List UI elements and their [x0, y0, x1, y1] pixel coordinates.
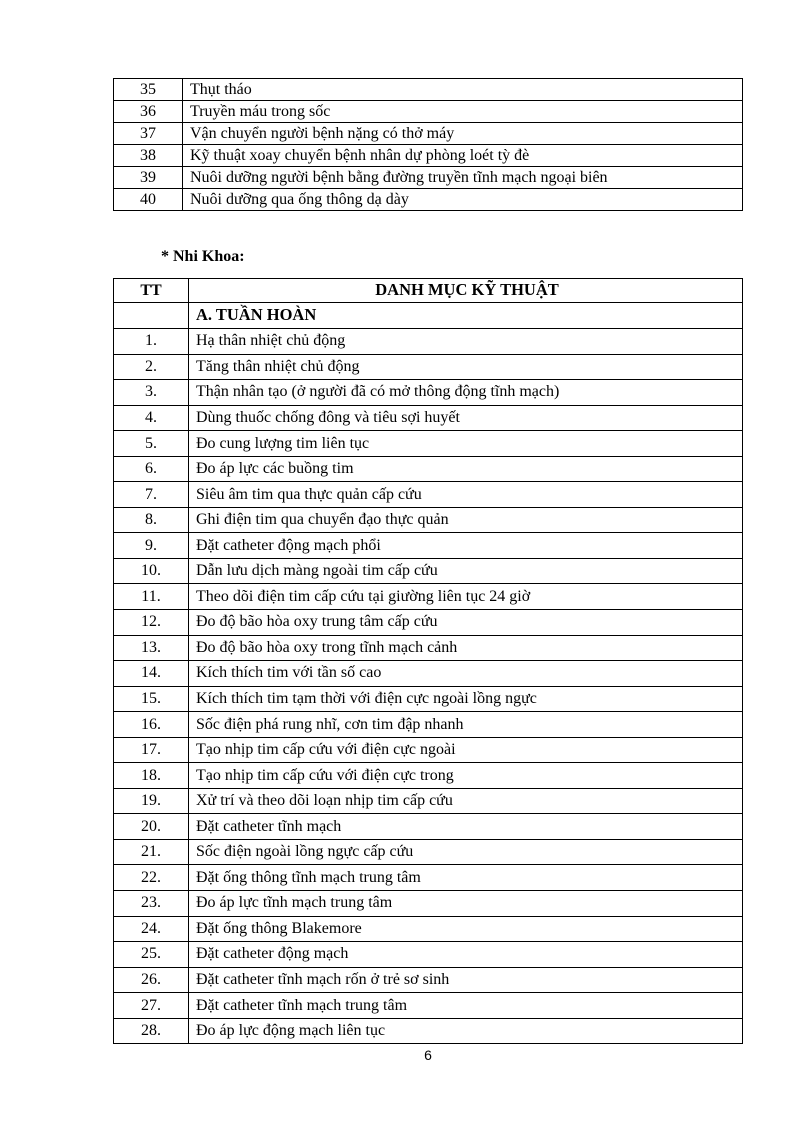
row-number: 16. — [114, 712, 189, 738]
row-procedure-name: Đặt catheter tĩnh mạch — [189, 814, 743, 840]
table-row — [114, 788, 743, 814]
row-procedure-name: Đo độ bão hòa oxy trong tĩnh mạch cảnh — [189, 635, 743, 661]
section-heading-nhi-khoa: * Nhi Khoa: — [161, 248, 245, 265]
row-procedure-name: Sốc điện phá rung nhĩ, cơn tim đập nhanh — [189, 712, 743, 738]
row-number: 7. — [114, 482, 189, 508]
table-row — [114, 891, 743, 917]
row-procedure-name: Tăng thân nhiệt chủ động — [189, 354, 743, 380]
table-row — [114, 101, 743, 123]
table-row — [114, 865, 743, 891]
table-row — [114, 610, 743, 636]
table-row — [114, 189, 743, 211]
row-number: 13. — [114, 635, 189, 661]
table-section-row — [114, 303, 743, 329]
table-row — [114, 354, 743, 380]
table-row — [114, 737, 743, 763]
row-number: 5. — [114, 431, 189, 457]
page-number: 6 — [424, 1047, 432, 1063]
row-procedure-name: Đo áp lực các buồng tim — [189, 456, 743, 482]
row-number: 39 — [114, 167, 183, 189]
row-number: 25. — [114, 942, 189, 968]
table-row — [114, 79, 743, 101]
table-row — [114, 329, 743, 355]
table-row — [114, 814, 743, 840]
row-procedure-name: Thụt tháo — [183, 79, 743, 101]
table-row — [114, 661, 743, 687]
column-header-tt: TT — [114, 279, 189, 303]
row-procedure-name: Đo áp lực động mạch liên tục — [189, 1018, 743, 1044]
row-procedure-name: Xử trí và theo dõi loạn nhịp tim cấp cứu — [189, 788, 743, 814]
row-procedure-name: Đặt ống thông Blakemore — [189, 916, 743, 942]
row-number: 22. — [114, 865, 189, 891]
table-row — [114, 145, 743, 167]
row-number: 38 — [114, 145, 183, 167]
row-number: 26. — [114, 967, 189, 993]
row-procedure-name: Vận chuyển người bệnh nặng có thở máy — [183, 123, 743, 145]
row-number: 4. — [114, 405, 189, 431]
procedure-table-nhi-khoa — [113, 278, 743, 1044]
table-row — [114, 507, 743, 533]
row-procedure-name: Tạo nhịp tim cấp cứu với điện cực ngoài — [189, 737, 743, 763]
row-number: 24. — [114, 916, 189, 942]
row-procedure-name: Đo độ bão hòa oxy trung tâm cấp cứu — [189, 610, 743, 636]
table-row — [114, 1018, 743, 1044]
row-number: 27. — [114, 993, 189, 1019]
table-row — [114, 431, 743, 457]
table-row — [114, 123, 743, 145]
row-number: 10. — [114, 558, 189, 584]
table-row — [114, 916, 743, 942]
row-procedure-name: Dùng thuốc chống đông và tiêu sợi huyết — [189, 405, 743, 431]
table-row — [114, 763, 743, 789]
row-number: 36 — [114, 101, 183, 123]
row-number: 40 — [114, 189, 183, 211]
row-procedure-name: Kích thích tim tạm thời với điện cực ngoài lồng ngực — [189, 686, 743, 712]
table-row — [114, 712, 743, 738]
row-procedure-name: Nuôi dưỡng qua ống thông dạ dày — [183, 189, 743, 211]
row-number: 8. — [114, 507, 189, 533]
row-number: 9. — [114, 533, 189, 559]
row-procedure-name: Thận nhân tạo (ở người đã có mở thông động tĩnh mạch) — [189, 380, 743, 406]
row-procedure-name: Nuôi dưỡng người bệnh bằng đường truyền tĩnh mạch ngoại biên — [183, 167, 743, 189]
row-procedure-name: Dẫn lưu dịch màng ngoài tim cấp cứu — [189, 558, 743, 584]
row-number: 6. — [114, 456, 189, 482]
procedure-table-continued-body — [114, 79, 743, 211]
row-procedure-name: Siêu âm tim qua thực quản cấp cứu — [189, 482, 743, 508]
table-header-row — [114, 279, 743, 303]
table-row — [114, 686, 743, 712]
row-procedure-name: Đo áp lực tĩnh mạch trung tâm — [189, 891, 743, 917]
row-procedure-name: Tạo nhịp tim cấp cứu với điện cực trong — [189, 763, 743, 789]
row-number: 19. — [114, 788, 189, 814]
procedure-table-nhi-khoa-body — [114, 329, 743, 1044]
table-row — [114, 558, 743, 584]
row-number: 12. — [114, 610, 189, 636]
row-number: 18. — [114, 763, 189, 789]
table-row — [114, 635, 743, 661]
table-row — [114, 405, 743, 431]
row-procedure-name: Sốc điện ngoài lồng ngực cấp cứu — [189, 839, 743, 865]
row-number: 35 — [114, 79, 183, 101]
row-procedure-name: Kỹ thuật xoay chuyển bệnh nhân dự phòng loét tỳ đè — [183, 145, 743, 167]
table-row — [114, 839, 743, 865]
row-number: 3. — [114, 380, 189, 406]
row-procedure-name: Đo cung lượng tim liên tục — [189, 431, 743, 457]
table-row — [114, 584, 743, 610]
row-number: 1. — [114, 329, 189, 355]
table-row — [114, 167, 743, 189]
row-number: 17. — [114, 737, 189, 763]
row-procedure-name: Đặt catheter tĩnh mạch rốn ở trẻ sơ sinh — [189, 967, 743, 993]
row-procedure-name: Hạ thân nhiệt chủ động — [189, 329, 743, 355]
row-number: 20. — [114, 814, 189, 840]
row-number: 21. — [114, 839, 189, 865]
row-procedure-name: Đặt catheter động mạch — [189, 942, 743, 968]
table-row — [114, 942, 743, 968]
table-row — [114, 482, 743, 508]
row-procedure-name: Theo dõi điện tim cấp cứu tại giường liên tục 24 giờ — [189, 584, 743, 610]
row-procedure-name: Truyền máu trong sốc — [183, 101, 743, 123]
row-number: 11. — [114, 584, 189, 610]
row-procedure-name: Đặt catheter động mạch phổi — [189, 533, 743, 559]
row-number: 28. — [114, 1018, 189, 1044]
row-number: 2. — [114, 354, 189, 380]
column-header-danh-muc-ky-thuat: DANH MỤC KỸ THUẬT — [189, 279, 743, 303]
row-procedure-name: Đặt catheter tĩnh mạch trung tâm — [189, 993, 743, 1019]
section-title-tuan-hoan: A. TUẦN HOÀN — [189, 303, 743, 329]
table-row — [114, 380, 743, 406]
procedure-table-continued — [113, 78, 743, 211]
row-number: 15. — [114, 686, 189, 712]
table-row — [114, 533, 743, 559]
row-number: 14. — [114, 661, 189, 687]
row-number: 37 — [114, 123, 183, 145]
row-procedure-name: Ghi điện tim qua chuyển đạo thực quản — [189, 507, 743, 533]
row-procedure-name: Kích thích tim với tần số cao — [189, 661, 743, 687]
row-procedure-name: Đặt ống thông tĩnh mạch trung tâm — [189, 865, 743, 891]
table-row — [114, 993, 743, 1019]
row-number: 23. — [114, 891, 189, 917]
table-row — [114, 967, 743, 993]
section-empty-cell — [114, 303, 189, 329]
table-row — [114, 456, 743, 482]
